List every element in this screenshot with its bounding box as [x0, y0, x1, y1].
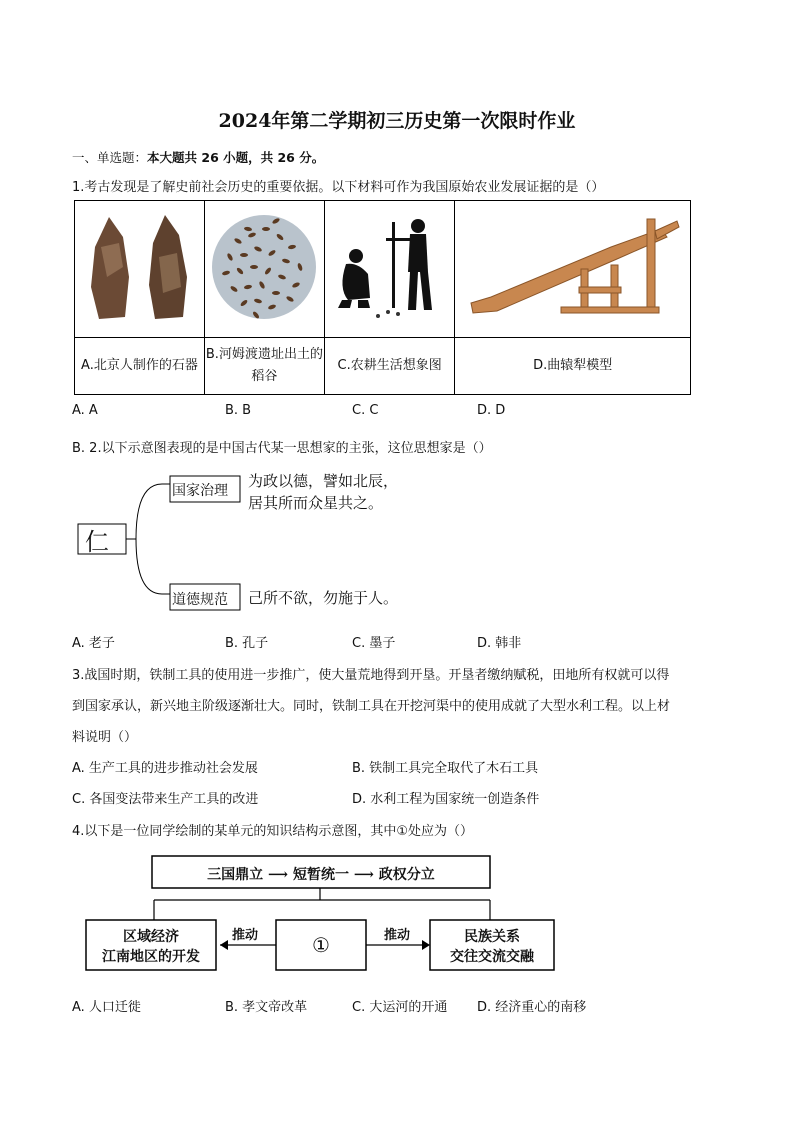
- regional-economy-line2: 江南地区的开发: [102, 949, 200, 965]
- page-title: 2024年第二学期初三历史第一次限时作业: [218, 110, 576, 132]
- morality-quote: 己所不欲，勿施于人。: [248, 589, 399, 607]
- farmers-icon: [328, 212, 452, 322]
- q3-option-a[interactable]: A. 生产工具的进步推动社会发展: [72, 761, 258, 776]
- q3-line1: 3.战国时期，铁制工具的使用进一步推广，使大量荒地得到开垦。开垦者缴纳赋税，田地所有权就可以得: [72, 668, 670, 683]
- period-flow-box: 三国鼎立 ⟶ 短暂统一 ⟶ 政权分立: [207, 867, 435, 883]
- plow-model-icon: [461, 207, 685, 327]
- q3-option-d[interactable]: D. 水利工程为国家统一创造条件: [352, 792, 540, 807]
- q1-image-table: [74, 200, 691, 395]
- governance-label: 国家治理: [172, 483, 228, 499]
- rice-grain-image: [204, 201, 324, 338]
- caption-d: D.曲辕犁模型: [455, 338, 691, 395]
- q4-stem: 4.以下是一位同学绘制的某单元的知识结构示意图，其中①处应为（）: [72, 824, 474, 839]
- caption-a: A.北京人制作的石器: [75, 338, 205, 395]
- curved-plow-image: [455, 201, 691, 338]
- q2-option-c[interactable]: C. 墨子: [352, 636, 396, 651]
- ren-character: 仁: [85, 528, 109, 556]
- stone-tool-image: [75, 201, 205, 338]
- ethnic-relations-line2: 交往交流交融: [450, 949, 534, 965]
- caption-b: B.河姆渡遗址出土的稻谷: [204, 338, 324, 395]
- governance-quote-line2: 居其所而众星共之。: [248, 494, 384, 512]
- arrow-label-left: 推动: [232, 928, 259, 943]
- q3-line3: 料说明（）: [72, 730, 138, 745]
- section-heading: [72, 148, 324, 166]
- q3-option-b[interactable]: B. 铁制工具完全取代了木石工具: [352, 761, 539, 776]
- q1-option-c[interactable]: C. C: [352, 403, 379, 418]
- q4-option-b[interactable]: B. 孝文帝改革: [225, 1000, 308, 1015]
- regional-economy-line1: 区域经济: [123, 929, 179, 945]
- q1-option-b[interactable]: B. B: [225, 403, 252, 418]
- blank-circle-one: ①: [312, 933, 330, 957]
- q1-option-a[interactable]: A. A: [72, 403, 98, 418]
- q3-line2: 到国家承认，新兴地主阶级逐渐壮大。同时，铁制工具在开挖河渠中的使用成就了大型水利工程。以上材: [72, 699, 671, 714]
- caption-c: C.农耕生活想象图: [324, 338, 454, 395]
- morality-label: 道德规范: [172, 592, 228, 608]
- q2-option-a[interactable]: A. 老子: [72, 636, 115, 651]
- q2-option-d[interactable]: D. 韩非: [477, 636, 522, 651]
- q3-option-c[interactable]: C. 各国变法带来生产工具的改进: [72, 792, 259, 807]
- q1-stem: 1.考古发现是了解史前社会历史的重要依据。以下材料可作为我国原始农业发展证据的是（）: [72, 180, 605, 195]
- arrow-label-right: 推动: [384, 928, 411, 943]
- stone-tools-icon: [79, 207, 199, 327]
- ethnic-relations-line1: 民族关系: [464, 929, 520, 945]
- q4-option-d[interactable]: D. 经济重心的南移: [477, 1000, 587, 1015]
- q4-option-c[interactable]: C. 大运河的开通: [352, 1000, 448, 1015]
- governance-quote-line1: 为政以德，譬如北辰，: [248, 472, 399, 490]
- q2-stem: B. 2.以下示意图表现的是中国古代某一思想家的主张，这位思想家是（）: [72, 441, 492, 456]
- q1-option-d[interactable]: D. D: [477, 403, 506, 418]
- section-prefix: 一、单选题：: [72, 150, 148, 165]
- section-info: 本大题共 26 小题，共 26 分。: [147, 150, 325, 165]
- rice-grains-icon: [208, 207, 320, 327]
- q2-option-b[interactable]: B. 孔子: [225, 636, 269, 651]
- farming-scene-image: [324, 201, 454, 338]
- q4-option-a[interactable]: A. 人口迁徙: [72, 1000, 141, 1015]
